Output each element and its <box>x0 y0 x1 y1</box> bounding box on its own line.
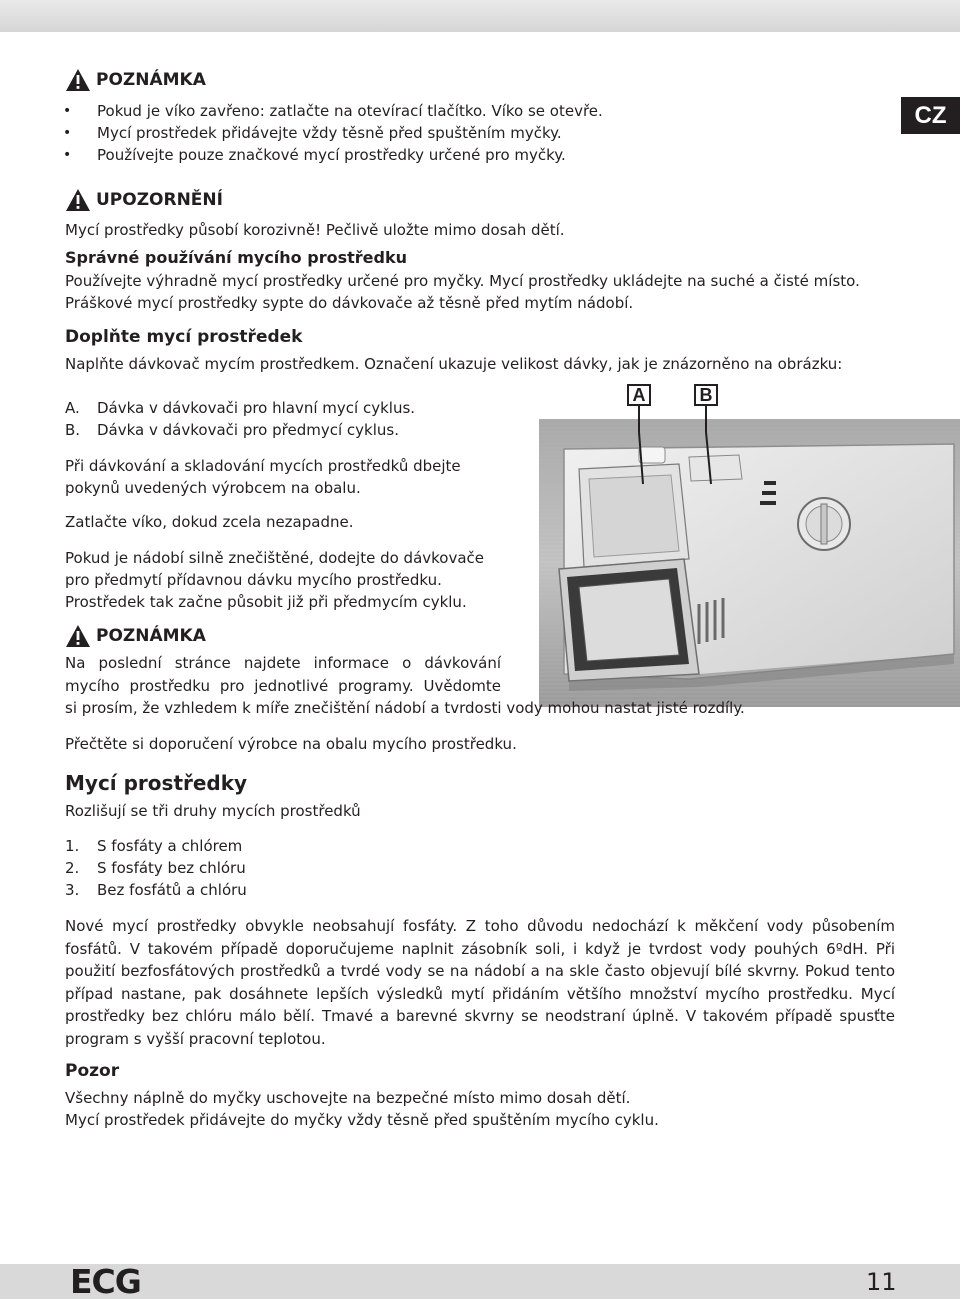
body-line: Používejte výhradně mycí prostředky určené pro myčky. Mycí prostředky ukládejte na suché a čisté místo. <box>65 272 860 290</box>
body-line: Práškové mycí prostředky sypte do dávkovače až těsně před mytím nádobí. <box>65 294 634 312</box>
bullet-marker: • <box>63 103 72 119</box>
body-line: Naplňte dávkovač mycím prostředkem. Označení ukazuje velikost dávky, jak je znázorněno na obrázku: <box>65 355 843 373</box>
note-title: POZNÁMKA <box>96 626 206 646</box>
list-marker: 1. <box>65 837 80 855</box>
note-item: Pokud je víko zavřeno: zatlačte na otevírací tlačítko. Víko se otevře. <box>97 102 603 120</box>
language-badge: CZ <box>901 97 960 134</box>
body-line: Prostředek tak začne působit již při předmycím cyklu. <box>65 593 467 611</box>
body-line: Všechny náplně do myčky uschovejte na bezpečné místo mimo dosah dětí. <box>65 1089 631 1107</box>
top-band <box>0 0 960 32</box>
list-marker: 3. <box>65 881 80 899</box>
list-item: S fosfáty bez chlóru <box>97 859 246 877</box>
detergent-paragraph: Nové mycí prostředky obvykle neobsahují fosfáty. Z toho důvodu nedochází k měkčení vody působením fosfátů. V takovém případě doporučujeme naplnit zásobník soli, i když je tvrdost vody pouhých 6ºdH. Při použití bezfosfátových prostředků a tvrdé vody se na nádobí a na skle často objevují bílé skvrny. Pokud tento případ nastane, pak dosáhnete lepších výsledků mytí přidáním většího množství mycího prostředku. Mycí prostředky bez chlóru málo bělí. Tmavé a barevné skvrny se neodstraní úplně. V takovém případě spusťte program s vyšší pracovní teplotou. <box>65 917 895 1048</box>
note-item: Mycí prostředek přidávejte vždy těsně před spuštěním myčky. <box>97 124 562 142</box>
body-line: Zatlačte víko, dokud zcela nezapadne. <box>65 513 354 531</box>
bullet-marker: • <box>63 147 72 163</box>
body-line: Při dávkování a skladování mycích prostředků dbejte <box>65 457 461 475</box>
body-line: pro předmytí přídavnou dávku mycího prostředku. <box>65 571 442 589</box>
note-text: Na poslední stránce najdete informace o dávkování mycího prostředku pro jednotlivé programy. Uvědomte <box>65 654 501 695</box>
list-item: Dávka v dávkovači pro hlavní mycí cyklus. <box>97 399 416 417</box>
body-line: Pokud je nádobí silně znečištěné, dodejte do dávkovače <box>65 549 485 567</box>
list-marker: B. <box>65 421 81 439</box>
warning-title: UPOZORNĚNÍ <box>96 190 223 210</box>
note-item: Používejte pouze značkové mycí prostředky určené pro myčky. <box>97 146 566 164</box>
body-line: Přečtěte si doporučení výrobce na obalu mycího prostředku. <box>65 735 517 753</box>
note-heading <box>65 68 206 92</box>
note-title: POZNÁMKA <box>96 70 206 90</box>
section-heading: Mycí prostředky <box>65 771 248 795</box>
list-item: S fosfáty a chlórem <box>97 837 243 855</box>
note-heading <box>65 624 206 648</box>
body-line: Rozlišují se tři druhy mycích prostředků <box>65 802 361 820</box>
list-item: Bez fosfátů a chlóru <box>97 881 247 899</box>
section-heading: Správné používání mycího prostředku <box>65 248 407 267</box>
dispenser-illustration <box>539 419 960 707</box>
figure-label-b: B <box>694 384 718 406</box>
brand-logo: ECG <box>70 1262 141 1301</box>
page-number: 11 <box>866 1268 897 1296</box>
list-marker: A. <box>65 399 80 417</box>
warning-icon <box>65 188 91 212</box>
list-item: Dávka v dávkovači pro předmycí cyklus. <box>97 421 399 439</box>
footer-band <box>0 1264 960 1299</box>
bullet-marker: • <box>63 125 72 141</box>
figure-label-a: A <box>627 384 651 406</box>
note-text-continued: si prosím, že vzhledem k míře znečištění nádobí a tvrdosti vody mohou nastat jisté rozdíly. <box>65 699 745 717</box>
warning-heading <box>65 188 223 212</box>
body-line: pokynů uvedených výrobcem na obalu. <box>65 479 361 497</box>
warning-icon <box>65 68 91 92</box>
list-marker: 2. <box>65 859 80 877</box>
warning-icon <box>65 624 91 648</box>
section-heading: Doplňte mycí prostředek <box>65 327 303 347</box>
body-line: Mycí prostředek přidávejte do myčky vždy těsně před spuštěním mycího cyklu. <box>65 1111 659 1129</box>
dispenser-photo <box>539 419 960 707</box>
section-heading: Pozor <box>65 1061 120 1081</box>
warning-text: Mycí prostředky působí korozivně! Pečlivě uložte mimo dosah dětí. <box>65 221 565 239</box>
